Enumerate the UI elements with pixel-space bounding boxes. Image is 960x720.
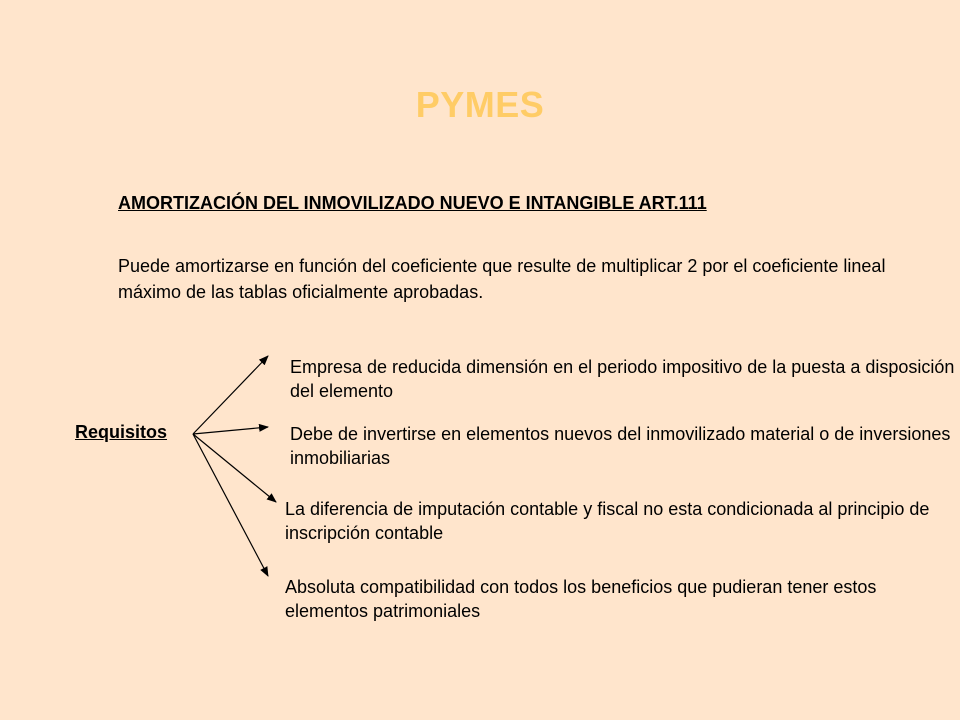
arrow-to-requirement-1 — [193, 356, 268, 434]
arrow-to-requirement-2 — [193, 427, 268, 434]
arrow-to-requirement-4 — [193, 434, 268, 576]
requirement-item: Debe de invertirse en elementos nuevos del inmovilizado material o de inversiones inmobiliarias — [290, 424, 951, 468]
arrow-to-requirement-3 — [193, 434, 276, 502]
requirement-item: La diferencia de imputación contable y fiscal no esta condicionada al principio de inscripción contable — [285, 499, 930, 543]
intro-paragraph: Puede amortizarse en función del coeficiente que resulte de multiplicar 2 por el coeficiente lineal máximo de las tablas oficialmente aprobadas. — [118, 256, 886, 302]
slide-title: PYMES — [415, 84, 545, 125]
requirements-label: Requisitos — [75, 422, 168, 442]
requirement-item: Absoluta compatibilidad con todos los beneficios que pudieran tener estos elementos patrimoniales — [285, 577, 877, 621]
section-heading: AMORTIZACIÓN DEL INMOVILIZADO NUEVO E INTANGIBLE ART.111 — [118, 193, 707, 213]
requirement-item: Empresa de reducida dimensión en el periodo impositivo de la puesta a disposición del elemento — [290, 357, 955, 401]
